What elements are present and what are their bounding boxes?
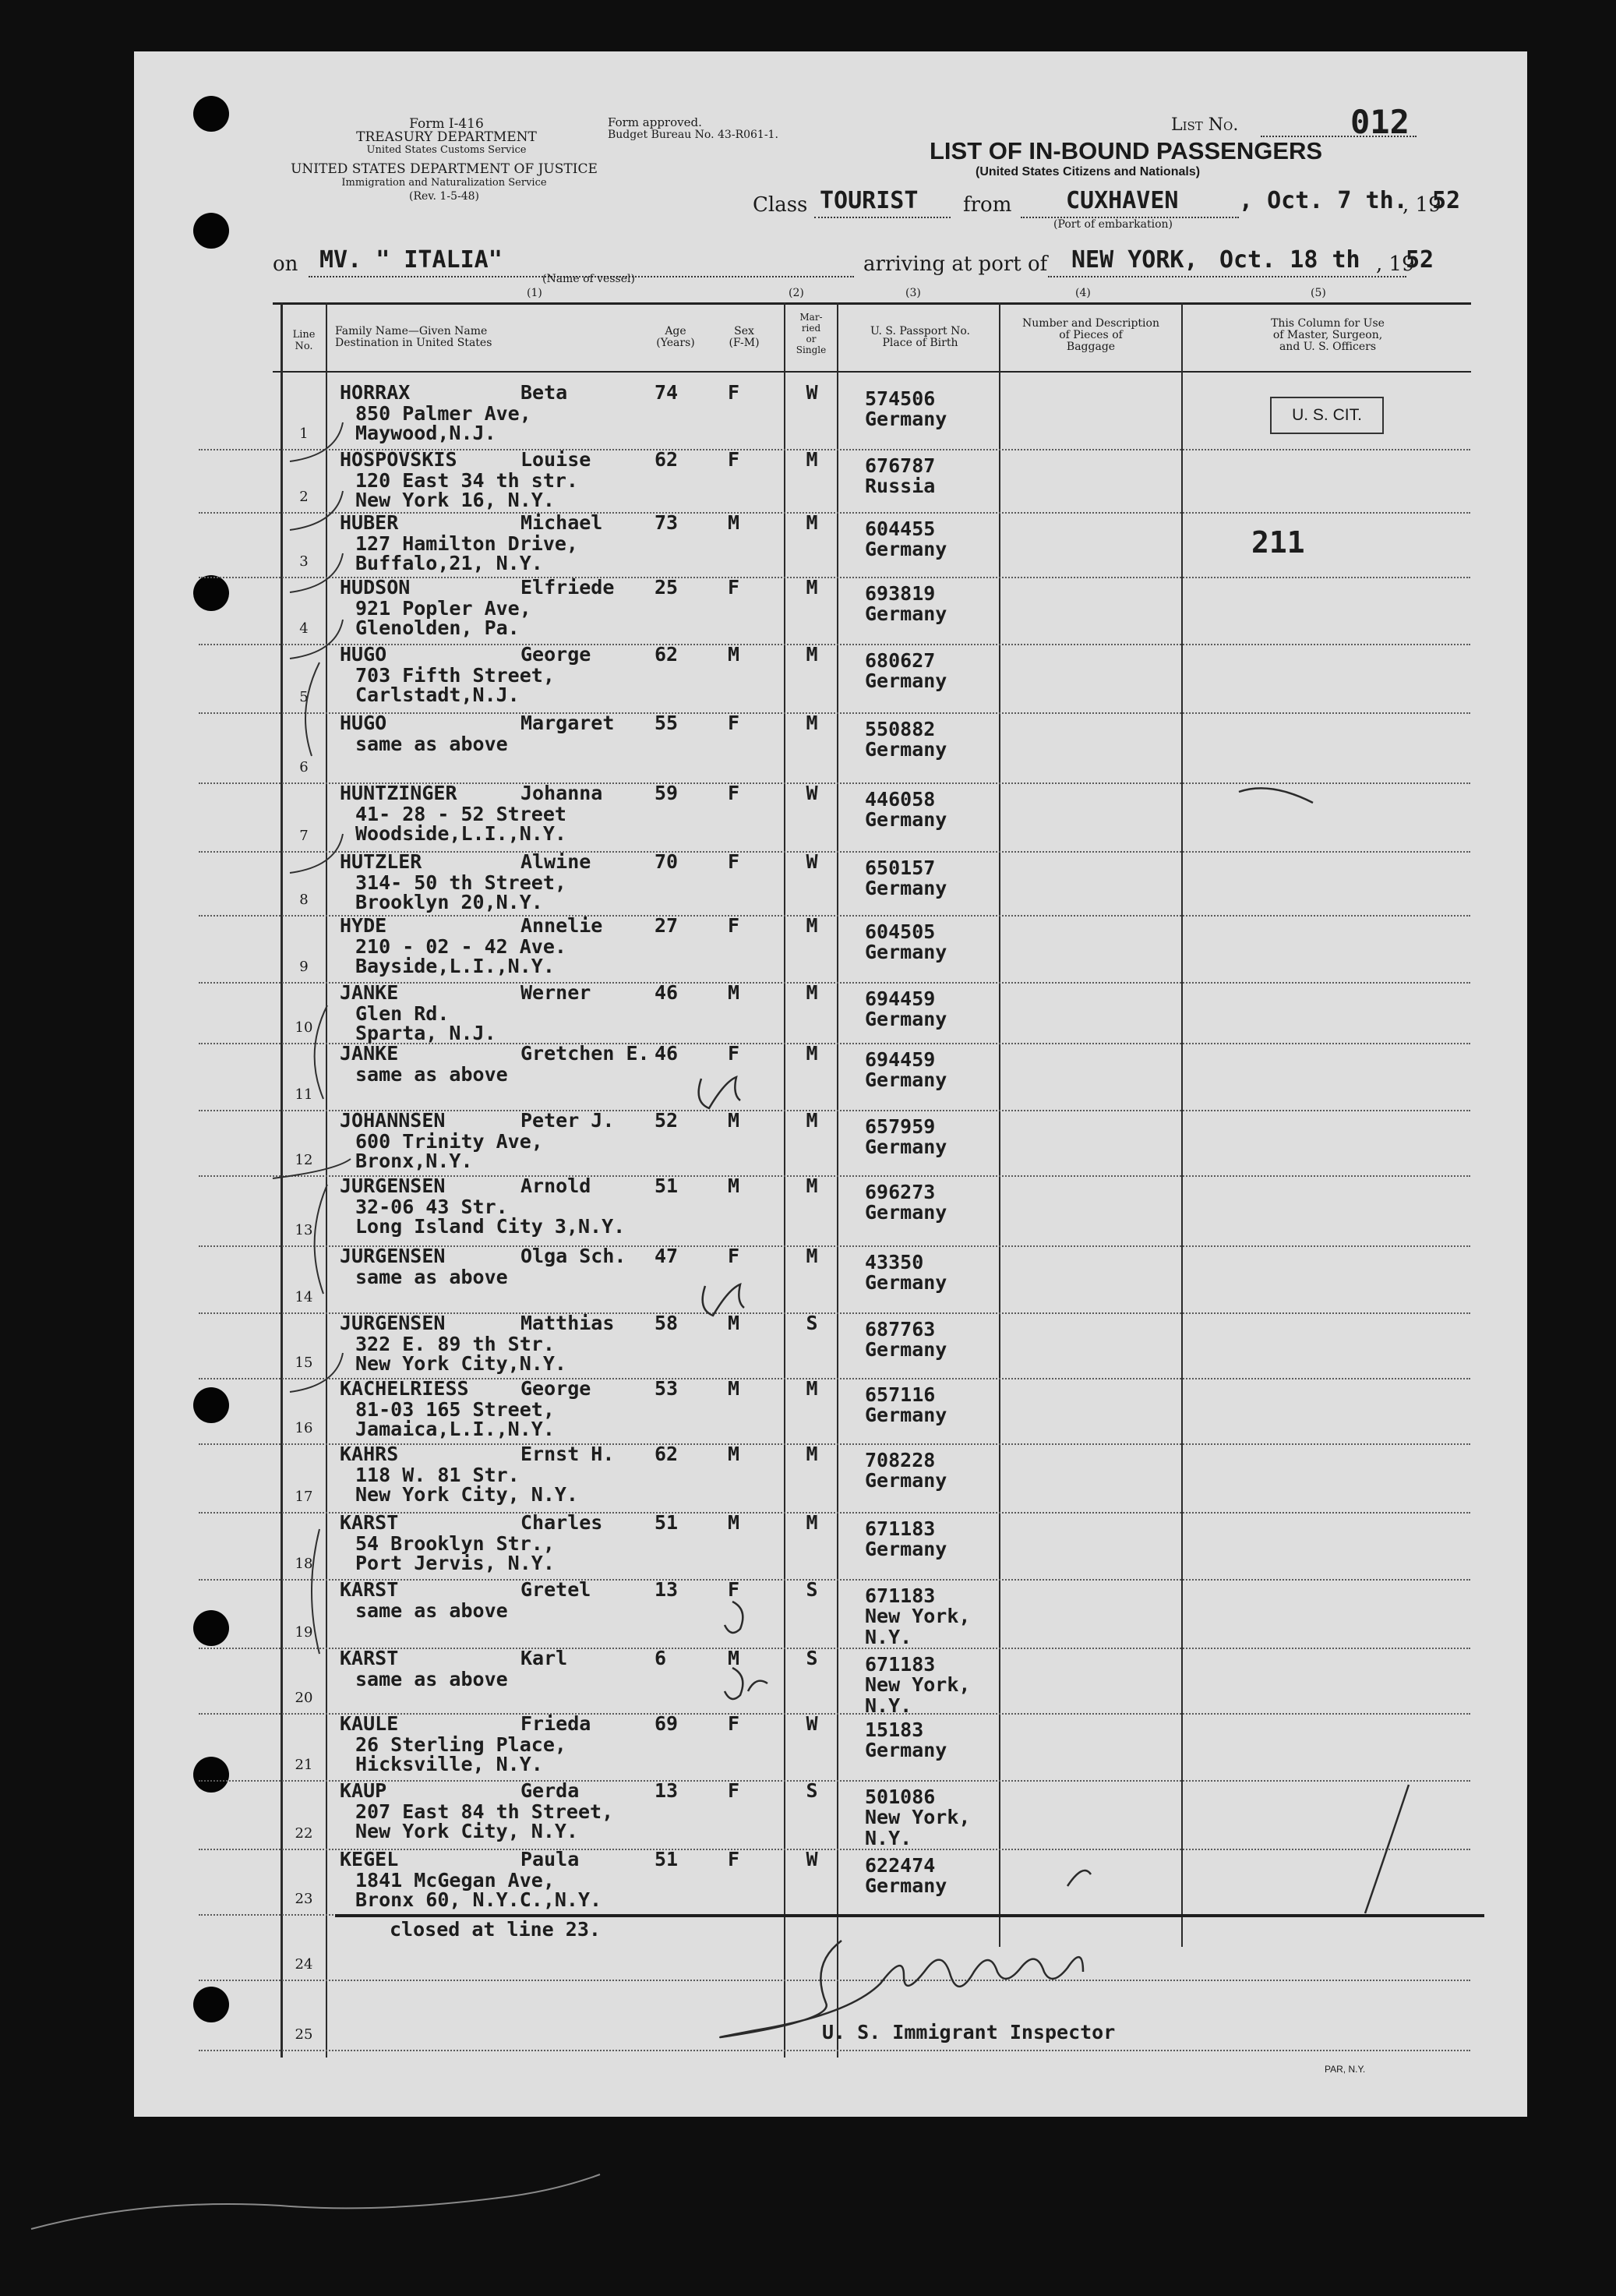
address-line-2: Port Jervis, N.Y. — [355, 1552, 555, 1574]
address-line-1: 120 East 34 th str. — [355, 469, 578, 492]
family-name: HUGO — [340, 643, 387, 666]
place-of-birth: Germany — [865, 877, 947, 899]
given-name: Alwine — [520, 850, 591, 873]
address-line-1: 210 - 02 - 42 Ave. — [355, 935, 566, 958]
passport-number: 671183 — [865, 1584, 936, 1607]
pencil-mark — [1239, 788, 1313, 803]
marital-status: M — [806, 1174, 818, 1197]
family-name: JOHANNSEN — [340, 1109, 446, 1132]
address-line-1: same as above — [355, 1063, 508, 1086]
passport-number: 687763 — [865, 1318, 936, 1341]
address-line-2: New York 16, N.Y. — [355, 489, 555, 511]
ins-service: Immigration and Naturalization Service — [341, 177, 547, 189]
address-line-2: Buffalo,21, N.Y. — [355, 552, 543, 574]
given-name: Beta — [520, 381, 568, 404]
place-of-birth: Germany — [865, 1469, 947, 1492]
w-mark-line14 — [703, 1284, 744, 1316]
line-number: 20 — [295, 1690, 313, 1706]
given-name: George — [520, 1377, 591, 1400]
us-citizen-stamp: U. S. CIT. — [1270, 397, 1384, 434]
marital-status: M — [806, 643, 818, 666]
line-number: 9 — [299, 959, 309, 975]
sex-value: M — [728, 1511, 740, 1534]
sex-value: F — [728, 1042, 740, 1065]
col-num-3: (3) — [905, 287, 921, 299]
marital-status: M — [806, 1109, 818, 1132]
address-line-1: same as above — [355, 1599, 508, 1622]
line-number: 25 — [295, 2026, 313, 2043]
place-of-birth: Germany — [865, 1404, 947, 1426]
marital-status: M — [806, 1443, 818, 1465]
page-subtitle: (United States Citizens and Nationals) — [976, 165, 1201, 178]
address-line-1: 32-06 43 Str. — [355, 1196, 508, 1218]
header-sex: Sex (F-M) — [729, 325, 760, 349]
place-of-birth: Germany — [865, 1538, 947, 1560]
line-number: 2 — [299, 489, 309, 505]
bracket-mark — [305, 662, 319, 756]
marital-status: M — [806, 712, 818, 734]
sex-value: M — [728, 1109, 740, 1132]
address-line-2: Brooklyn 20,N.Y. — [355, 891, 543, 913]
line-number: 12 — [295, 1152, 313, 1168]
marital-status: W — [806, 381, 818, 404]
col-num-1: (1) — [527, 287, 542, 299]
address-line-2: Bayside,L.I.,N.Y. — [355, 955, 555, 977]
header-line-no: Line No. — [292, 329, 316, 352]
address-line-1: 26 Sterling Place, — [355, 1733, 566, 1756]
marital-status: M — [806, 981, 818, 1004]
given-name: Ernst H. — [520, 1443, 615, 1465]
sex-value: F — [728, 448, 740, 471]
age-value: 51 — [655, 1848, 679, 1870]
age-value: 51 — [655, 1511, 679, 1534]
age-value: 13 — [655, 1779, 679, 1802]
age-value: 46 — [655, 1042, 679, 1065]
family-name: JURGENSEN — [340, 1245, 446, 1267]
sex-value: M — [728, 1174, 740, 1197]
line-number: 10 — [295, 1019, 313, 1036]
class-value: TOURIST — [820, 187, 919, 214]
passport-number: 693819 — [865, 582, 936, 605]
place-of-birth: New York, N.Y. — [865, 1673, 971, 1717]
printer-mark: PAR, N.Y. — [1325, 2064, 1366, 2075]
address-line-1: 118 W. 81 Str. — [355, 1464, 520, 1486]
given-name: George — [520, 643, 591, 666]
family-name: KEGEL — [340, 1848, 399, 1870]
address-line-1: 703 Fifth Street, — [355, 664, 555, 687]
header-baggage: Number and Description of Pieces of Baggage — [1022, 317, 1159, 353]
given-name: Elfriede — [520, 576, 615, 599]
address-line-2: Long Island City 3,N.Y. — [355, 1215, 626, 1238]
marital-status: M — [806, 511, 818, 534]
given-name: Gretchen E. — [520, 1042, 650, 1065]
bracket-mark — [315, 1185, 327, 1294]
line-number: 22 — [295, 1825, 313, 1842]
age-value: 70 — [655, 850, 679, 873]
family-name: HYDE — [340, 914, 387, 937]
line-number: 3 — [299, 553, 309, 570]
marital-status: M — [806, 1245, 818, 1267]
address-line-2: New York City, N.Y. — [355, 1483, 578, 1506]
place-of-birth: Germany — [865, 1874, 947, 1897]
address-line-1: Glen Rd. — [355, 1002, 450, 1025]
given-name: Paula — [520, 1848, 580, 1870]
marital-status: S — [806, 1779, 818, 1802]
sex-value: F — [728, 1578, 740, 1601]
address-line-2: Glenolden, Pa. — [355, 616, 520, 639]
check-mark — [1365, 1785, 1409, 1913]
bracket-mark — [290, 553, 343, 592]
sex-value: M — [728, 981, 740, 1004]
marital-status: W — [806, 850, 818, 873]
age-value: 58 — [655, 1312, 679, 1334]
place-of-birth: Germany — [865, 1739, 947, 1761]
list-no-label: List No. — [1171, 115, 1239, 135]
arrival-date: Oct. 18 th — [1219, 246, 1360, 274]
age-value: 59 — [655, 782, 679, 804]
passport-number: 657116 — [865, 1383, 936, 1406]
form-revision: (Rev. 1-5-48) — [409, 190, 479, 203]
line-number: 21 — [295, 1757, 313, 1773]
on-label: on — [273, 253, 298, 276]
address-line-2: Bronx 60, N.Y.C.,N.Y. — [355, 1888, 602, 1911]
place-of-birth: Germany — [865, 538, 947, 560]
col-num-4: (4) — [1075, 287, 1091, 299]
place-of-birth: Germany — [865, 1338, 947, 1361]
place-of-birth: New York, N.Y. — [865, 1605, 971, 1648]
frayed-edge — [31, 2174, 600, 2229]
line-number: 1 — [299, 426, 309, 442]
age-value: 74 — [655, 381, 679, 404]
departure-date: , Oct. 7 th. — [1239, 187, 1408, 214]
place-of-birth: Germany — [865, 941, 947, 963]
marital-status: W — [806, 1712, 818, 1735]
address-line-1: 54 Brooklyn Str., — [355, 1532, 555, 1555]
address-line-1: 850 Palmer Ave, — [355, 402, 531, 425]
address-line-1: 921 Popler Ave, — [355, 597, 531, 620]
header-passport: U. S. Passport No. Place of Birth — [870, 325, 970, 349]
marital-status: S — [806, 1312, 818, 1334]
year-value-2: 52 — [1406, 246, 1434, 274]
sex-value: F — [728, 381, 740, 404]
place-of-birth: Russia — [865, 475, 936, 497]
given-name: Olga Sch. — [520, 1245, 626, 1267]
address-line-2: New York City, N.Y. — [355, 1820, 578, 1842]
line-number: 24 — [295, 1956, 313, 1973]
passport-number: 694459 — [865, 987, 936, 1010]
year-value-1: 52 — [1432, 187, 1461, 214]
marital-status: W — [806, 782, 818, 804]
from-value: CUXHAVEN — [1066, 187, 1179, 214]
passport-number: 501086 — [865, 1786, 936, 1808]
address-line-2: Maywood,N.J. — [355, 422, 496, 444]
header-officers: This Column for Use of Master, Surgeon, and U. S. Officers — [1271, 317, 1385, 353]
customs-service: United States Customs Service — [366, 144, 527, 156]
given-name: Werner — [520, 981, 591, 1004]
family-name: HUDSON — [340, 576, 411, 599]
age-value: 13 — [655, 1578, 679, 1601]
bracket-mark — [290, 1353, 343, 1392]
passport-number: 43350 — [865, 1251, 924, 1273]
given-name: Gretel — [520, 1578, 591, 1601]
sex-value: F — [728, 712, 740, 734]
budget-bureau: Budget Bureau No. 43-R061-1. — [608, 129, 778, 141]
age-value: 62 — [655, 643, 679, 666]
age-value: 69 — [655, 1712, 679, 1735]
passport-number: 708228 — [865, 1449, 936, 1471]
list-no-value: 012 — [1350, 103, 1410, 141]
sex-value: M — [728, 1377, 740, 1400]
age-value: 52 — [655, 1109, 679, 1132]
passport-number: 622474 — [865, 1854, 936, 1877]
sex-value: M — [728, 1443, 740, 1465]
family-name: KARST — [340, 1647, 399, 1669]
family-name: HUGO — [340, 712, 387, 734]
address-line-1: 81-03 165 Street, — [355, 1398, 555, 1421]
place-of-birth: Germany — [865, 1271, 947, 1294]
place-of-birth: Germany — [865, 1201, 947, 1224]
age-value: 53 — [655, 1377, 679, 1400]
arrival-port: NEW YORK, — [1071, 246, 1198, 274]
from-label: from — [963, 193, 1012, 217]
age-value: 62 — [655, 448, 679, 471]
line-number: 23 — [295, 1891, 313, 1907]
line-number: 14 — [295, 1289, 313, 1305]
place-of-birth: Germany — [865, 408, 947, 430]
address-line-1: 314- 50 th Street, — [355, 871, 566, 894]
given-name: Arnold — [520, 1174, 591, 1197]
closed-note: closed at line 23. — [390, 1918, 601, 1941]
passport-number: 550882 — [865, 718, 936, 740]
marital-status: M — [806, 1377, 818, 1400]
family-name: KAHRS — [340, 1443, 399, 1465]
given-name: Louise — [520, 448, 591, 471]
vessel-name: MV. " ITALIA" — [319, 246, 503, 274]
family-name: KAULE — [340, 1712, 399, 1735]
marital-status: M — [806, 448, 818, 471]
bracket-mark — [290, 422, 343, 461]
sex-value: M — [728, 1647, 740, 1669]
age-value: 73 — [655, 511, 679, 534]
marital-status: M — [806, 914, 818, 937]
sex-value: F — [728, 1245, 740, 1267]
address-line-1: same as above — [355, 733, 508, 755]
family-name: HUBER — [340, 511, 399, 534]
given-name: Gerda — [520, 1779, 580, 1802]
sex-value: M — [728, 511, 740, 534]
header-age: Age (Years) — [656, 325, 695, 349]
address-line-1: 1841 McGegan Ave, — [355, 1869, 555, 1892]
line-number: 5 — [299, 689, 309, 705]
header-married: Mar- ried or Single — [796, 312, 827, 355]
line-number: 15 — [295, 1355, 313, 1371]
line-number: 7 — [299, 828, 309, 844]
line-number: 17 — [295, 1489, 313, 1505]
marital-status: W — [806, 1848, 818, 1870]
place-of-birth: Germany — [865, 738, 947, 761]
sex-value: M — [728, 643, 740, 666]
given-name: Charles — [520, 1511, 603, 1534]
passport-number: 15183 — [865, 1718, 924, 1741]
place-of-birth: Germany — [865, 1008, 947, 1030]
address-line-2: Carlstadt,N.J. — [355, 684, 520, 706]
marital-status: M — [806, 576, 818, 599]
given-name: Johanna — [520, 782, 603, 804]
address-line-2: Hicksville, N.Y. — [355, 1753, 543, 1775]
bracket-mark — [312, 1529, 319, 1654]
marital-status: S — [806, 1647, 818, 1669]
given-name: Frieda — [520, 1712, 591, 1735]
passport-number: 604505 — [865, 920, 936, 943]
passport-number: 574506 — [865, 387, 936, 410]
line-number: 11 — [295, 1086, 313, 1103]
header-name: Family Name—Given Name Destination in United States — [335, 325, 492, 349]
passport-number: 671183 — [865, 1517, 936, 1540]
bracket-mark — [315, 1005, 327, 1099]
place-of-birth: Germany — [865, 602, 947, 625]
age-value: 62 — [655, 1443, 679, 1465]
given-name: Matthias — [520, 1312, 615, 1334]
age-value: 51 — [655, 1174, 679, 1197]
inspector-label: U. S. Immigrant Inspector — [822, 2021, 1116, 2043]
line-number: 13 — [295, 1222, 313, 1238]
embark-caption: (Port of embarkation) — [1053, 218, 1173, 231]
age-value: 55 — [655, 712, 679, 734]
family-name: JANKE — [340, 981, 399, 1004]
sex-value: F — [728, 850, 740, 873]
given-name: Michael — [520, 511, 603, 534]
address-line-1: 207 East 84 th Street, — [355, 1800, 614, 1823]
given-name: Margaret — [520, 712, 615, 734]
col-num-5: (5) — [1311, 287, 1326, 299]
family-name: JURGENSEN — [340, 1174, 446, 1197]
line-number: 4 — [299, 620, 309, 637]
passport-number: 446058 — [865, 788, 936, 811]
family-name: KAUP — [340, 1779, 387, 1802]
place-of-birth: Germany — [865, 808, 947, 831]
line-number: 18 — [295, 1556, 313, 1572]
passport-number: 696273 — [865, 1181, 936, 1203]
address-line-1: 127 Hamilton Drive, — [355, 532, 578, 555]
form-approved: Form approved. — [608, 115, 702, 129]
bracket-mark — [290, 491, 343, 530]
justice-dept: UNITED STATES DEPARTMENT OF JUSTICE — [291, 161, 598, 177]
sex-value: F — [728, 1779, 740, 1802]
class-label: Class — [753, 193, 808, 217]
address-line-2: New York City,N.Y. — [355, 1352, 566, 1375]
family-name: JURGENSEN — [340, 1312, 446, 1334]
page-title: LIST OF IN-BOUND PASSENGERS — [930, 137, 1323, 164]
given-name: Peter J. — [520, 1109, 615, 1132]
address-line-1: same as above — [355, 1668, 508, 1690]
age-value: 47 — [655, 1245, 679, 1267]
address-line-1: 600 Trinity Ave, — [355, 1130, 543, 1153]
passport-number: 657959 — [865, 1115, 936, 1138]
family-name: JANKE — [340, 1042, 399, 1065]
family-name: KACHELRIESS — [340, 1377, 469, 1400]
passport-number: 604455 — [865, 517, 936, 540]
col-num-2: (2) — [789, 287, 804, 299]
sex-value: F — [728, 782, 740, 804]
family-name: KARST — [340, 1511, 399, 1534]
line-number: 19 — [295, 1624, 313, 1641]
officer-number: 211 — [1251, 525, 1305, 560]
bracket-mark — [273, 1159, 351, 1178]
line-number: 6 — [299, 759, 309, 775]
passport-number: 650157 — [865, 857, 936, 879]
marital-status: S — [806, 1578, 818, 1601]
treasury-dept: TREASURY DEPARTMENT — [356, 129, 537, 145]
w-mark-line11 — [699, 1077, 740, 1108]
family-name: HORRAX — [340, 381, 411, 404]
line-number: 8 — [299, 892, 309, 908]
d-mark-line20 — [725, 1668, 767, 1699]
year-prefix-2: , 19 — [1376, 253, 1415, 276]
passport-number: 680627 — [865, 649, 936, 672]
sex-value: F — [728, 1848, 740, 1870]
age-value: 46 — [655, 981, 679, 1004]
place-of-birth: New York, N.Y. — [865, 1806, 971, 1849]
age-value: 27 — [655, 914, 679, 937]
family-name: HUNTZINGER — [340, 782, 457, 804]
address-line-2: Bronx,N.Y. — [355, 1150, 473, 1172]
given-name: Annelie — [520, 914, 603, 937]
sex-value: F — [728, 914, 740, 937]
given-name: Karl — [520, 1647, 568, 1669]
vessel-caption: (Name of vessel) — [542, 273, 635, 285]
passport-number: 676787 — [865, 454, 936, 477]
sex-value: M — [728, 1312, 740, 1334]
address-line-1: 322 E. 89 th Str. — [355, 1333, 555, 1355]
sex-value: F — [728, 576, 740, 599]
address-line-2: Woodside,L.I.,N.Y. — [355, 822, 566, 845]
passport-number: 671183 — [865, 1653, 936, 1676]
address-line-1: 41- 28 - 52 Street — [355, 803, 566, 825]
family-name: HOSPOVSKIS — [340, 448, 457, 471]
form-number: Form I-416 — [409, 116, 484, 132]
address-line-2: Sparta, N.J. — [355, 1022, 496, 1044]
family-name: HUTZLER — [340, 850, 422, 873]
marital-status: M — [806, 1042, 818, 1065]
age-value: 6 — [655, 1647, 667, 1669]
place-of-birth: Germany — [865, 1136, 947, 1158]
arriving-label: arriving at port of — [863, 253, 1048, 276]
marital-status: M — [806, 1511, 818, 1534]
line-number: 16 — [295, 1420, 313, 1436]
year-prefix-1: , 19 — [1403, 193, 1441, 217]
signature-flourish — [1067, 1870, 1091, 1886]
bracket-mark — [290, 620, 343, 659]
place-of-birth: Germany — [865, 669, 947, 692]
bracket-mark — [290, 834, 343, 873]
address-line-2: Jamaica,L.I.,N.Y. — [355, 1418, 555, 1440]
passport-number: 694459 — [865, 1048, 936, 1071]
inspector-signature — [720, 1941, 1083, 2037]
sex-value: F — [728, 1712, 740, 1735]
age-value: 25 — [655, 576, 679, 599]
place-of-birth: Germany — [865, 1069, 947, 1091]
address-line-1: same as above — [355, 1266, 508, 1288]
family-name: KARST — [340, 1578, 399, 1601]
d-mark-line19 — [725, 1602, 743, 1633]
